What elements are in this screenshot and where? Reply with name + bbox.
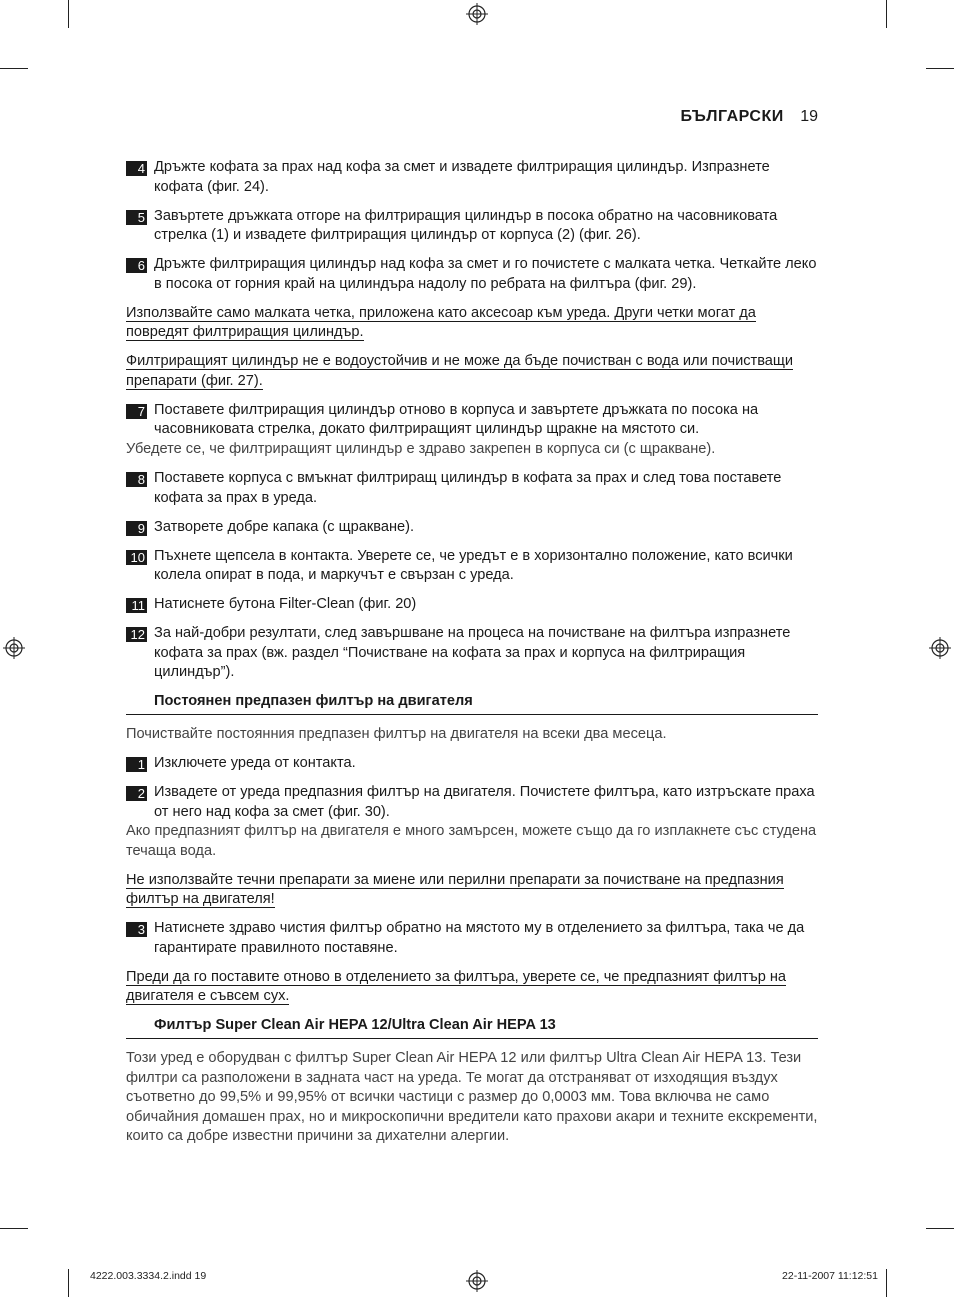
language-label: БЪЛГАРСКИ [680, 108, 784, 125]
step-number: 8 [126, 472, 147, 487]
body-paragraph: Почиствайте постоянния предпазен филтър на двигателя на всеки два месеца. [126, 725, 667, 742]
step-number: 7 [126, 404, 147, 419]
step-text: Дръжте филтриращия цилиндър над кофа за смет и го почистете с малката четка. Четкайте леко в посока от горния край на цилиндъра надолу по ребрата на филтъра (фиг. 29). [154, 256, 817, 292]
crop-mark [926, 68, 954, 69]
step-number: 11 [126, 598, 147, 613]
instruction-step [126, 624, 818, 683]
step-text: За най-добри резултати, след завършване на процеса на почистване на филтъра изпразнете кофата за прах (вж. раздел “Почистване на кофата за прах и корпуса на филтриращия цилиндър”). [154, 625, 791, 681]
registration-mark-icon [3, 637, 25, 659]
body-paragraph: Този уред е оборудван с филтър Super Clean Air HEPA 12 или филтър Ultra Clean Air HEPA 13. Тези филтри са разположени в задната част на уреда. Те могат да отстраняват от изходящия въздух съответно до 99,5% и 99,95% от всички частици с размер до 0,0003 мм. Това включва не само обичайния домашен прах, но и микроскопични вредители като прахови акари и техните екскременти, които са добре известни причини за дихателни алергии. [126, 1050, 818, 1145]
step-number: 6 [126, 258, 147, 273]
step-text: Пъхнете щепсела в контакта. Уверете се, че уредът е в хоризонтално положение, като всички колела опират в пода, и маркучът е свързан с уреда. [154, 547, 793, 584]
instruction-step [126, 518, 818, 538]
step-text: Затворете добре капака (с щракване). [154, 518, 415, 535]
warning-text [126, 304, 818, 343]
crop-mark [0, 1228, 28, 1229]
step-text: Извадете от уреда предпазния филтър на двигателя. Почистете филтъра, като изтръскате праха от него над кофа за смет (фиг. 30). [154, 783, 815, 820]
crop-mark [926, 1228, 954, 1229]
instruction-step [126, 547, 818, 586]
crop-mark [0, 68, 28, 69]
instruction-step [126, 783, 818, 861]
step-number: 1 [126, 757, 147, 772]
crop-mark [886, 0, 887, 28]
step-text: Натиснете бутона Filter-Clean (фиг. 20) [154, 596, 417, 613]
instruction-step [126, 469, 818, 508]
step-number: 3 [126, 922, 147, 937]
instruction-step [126, 158, 818, 197]
step-text: Поставете корпуса с вмъкнат филтриращ цилиндър в кофата за прах и след това поставете кофата за прах в уреда. [154, 470, 782, 506]
instruction-step [126, 401, 818, 460]
registration-mark-icon [466, 3, 488, 25]
page-header [681, 108, 819, 126]
instruction-step [126, 595, 818, 615]
step-number: 5 [126, 210, 147, 225]
step-number: 12 [126, 627, 147, 642]
step-number: 2 [126, 786, 147, 801]
warning-text [126, 968, 818, 1007]
warning-text-content: Филтриращият цилиндър не е водоустойчив и не може да бъде почистван с вода или почистващи препарати (фиг. 27). [126, 353, 794, 389]
footer-file: 4222.003.3334.2.indd 19 [90, 1270, 207, 1282]
warning-text-content: Преди да го поставите отново в отделението за филтъра, уверете се, че предпазният филтър на двигателя е съвсем сух. [126, 968, 787, 1005]
instruction-step [126, 255, 818, 294]
section-heading: Филтър Super Clean Air HEPA 12/Ultra Clean Air HEPA 13 [126, 1016, 818, 1039]
crop-mark [886, 1269, 887, 1297]
instruction-step [126, 754, 818, 774]
footer-timestamp: 22-11-2007 11:12:51 [782, 1270, 878, 1282]
step-text: Поставете филтриращия цилиндър отново в корпуса и завъртете дръжката по посока на часовниковата стрелка, докато филтриращият цилиндър щракне на мястото си. [154, 401, 759, 438]
step-number: 9 [126, 521, 147, 536]
instruction-step [126, 207, 818, 246]
step-number: 10 [126, 550, 147, 565]
instruction-step [126, 919, 818, 958]
step-text: Завъртете дръжката отгоре на филтриращия цилиндър в посока обратно на часовниковата стрелка (1) и извадете филтриращия цилиндър от корпуса (2) (фиг. 26). [154, 207, 778, 244]
warning-text-content: Не използвайте течни препарати за миене или перилни препарати за почистване на предпазния филтър на двигателя! [126, 871, 784, 908]
registration-mark-icon [466, 1270, 488, 1292]
page-number: 19 [800, 108, 818, 125]
warning-text-content: Използвайте само малката четка, приложена като аксесоар към уреда. Други четки могат да повредят филтриращия цилиндър. [126, 304, 756, 341]
page-content [126, 158, 818, 1156]
step-text: Дръжте кофата за прах над кофа за смет и извадете филтриращия цилиндър. Изпразнете кофата (фиг. 24). [154, 159, 770, 195]
warning-text [126, 352, 818, 391]
step-text: Изключете уреда от контакта. [154, 754, 356, 771]
section-heading: Постоянен предпазен филтър на двигателя [126, 692, 818, 715]
step-text: Натиснете здраво чистия филтър обратно на мястото му в отделението за филтъра, така че да гарантирате правилното поставяне. [154, 920, 805, 956]
step-note: Ако предпазният филтър на двигателя е много замърсен, можете също да го изплакнете със студена течаща вода. [126, 823, 817, 859]
crop-mark [68, 1269, 69, 1297]
registration-mark-icon [929, 637, 951, 659]
warning-text [126, 871, 818, 910]
crop-mark [68, 0, 69, 28]
step-number: 4 [126, 161, 147, 176]
step-note: Убедете се, че филтриращият цилиндър е здраво закрепен в корпуса си (с щракване). [126, 441, 716, 458]
